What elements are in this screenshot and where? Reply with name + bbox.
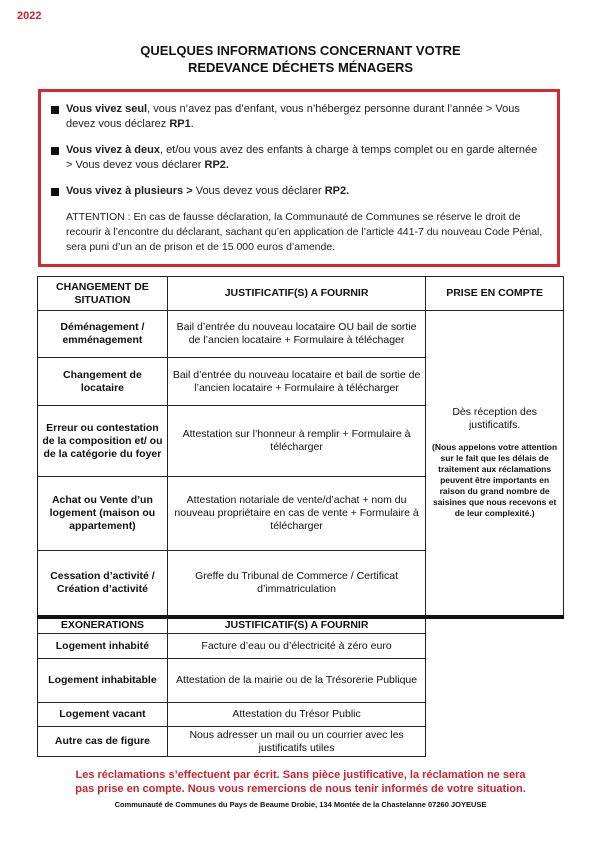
header-justificatifs: JUSTIFICATIF(S) A FOURNIR bbox=[167, 277, 425, 311]
row-situation: Achat ou Vente d’un logement (maison ou appartement) bbox=[38, 477, 168, 551]
row-justificatifs: Attestation notariale de vente/d’achat + nom du nouveau propriétaire en cas de vente + Formulaire à télécharger bbox=[167, 477, 425, 551]
exo-justificatifs: Nous adresser un mail ou un courrier avec les justificatifs utiles bbox=[167, 727, 425, 757]
situation-table bbox=[37, 276, 564, 757]
exo-situation: Logement vacant bbox=[38, 703, 168, 727]
exonerations-header-row bbox=[38, 617, 564, 634]
info-item-3-text: Vous devez vous déclarer bbox=[192, 185, 325, 197]
row-situation: Erreur ou contestation de la composition et/ ou de la catégorie du foyer bbox=[38, 406, 168, 477]
info-item-1-bold: Vous vivez seul bbox=[66, 103, 148, 115]
exo-justificatifs: Attestation de la mairie ou de la Trésorerie Publique bbox=[167, 659, 425, 703]
info-item-3-bold: Vous vivez à plusieurs > bbox=[66, 185, 193, 197]
info-box bbox=[38, 89, 560, 267]
footer-notice-line-2: pas prise en compte. Nous vous remercions de nous tenir informés de votre situation. bbox=[75, 783, 526, 795]
exo-justificatifs: Facture d’eau ou d’électricité à zéro euro bbox=[167, 634, 425, 659]
table-row bbox=[38, 311, 564, 358]
info-item-2-bold: Vous vivez à deux bbox=[66, 144, 160, 156]
info-item-deux bbox=[51, 143, 543, 173]
header-prise: PRISE EN COMPTE bbox=[426, 277, 564, 311]
square-bullet-icon bbox=[51, 147, 59, 155]
exo-justificatifs: Attestation du Trésor Public bbox=[167, 703, 425, 727]
square-bullet-icon bbox=[51, 188, 59, 196]
info-item-seul bbox=[51, 102, 543, 132]
exo-situation: Logement inhabitable bbox=[38, 659, 168, 703]
row-justificatifs: Greffe du Tribunal de Commerce / Certificat d’immatriculation bbox=[167, 551, 425, 617]
row-situation: Changement de locataire bbox=[38, 358, 168, 406]
info-item-3-code: RP2. bbox=[324, 185, 350, 197]
exo-situation: Logement inhabité bbox=[38, 634, 168, 659]
prise-en-compte-cell bbox=[426, 311, 564, 617]
title-line-1: QUELQUES INFORMATIONS CONCERNANT VOTRE bbox=[140, 43, 461, 58]
header-exo-justificatifs: JUSTIFICATIF(S) A FOURNIR bbox=[167, 617, 425, 634]
page-title bbox=[0, 42, 601, 76]
table-header-row bbox=[38, 277, 564, 311]
row-situation: Cessation d’activité / Création d’activité bbox=[38, 551, 168, 617]
info-item-2-text: , et/ou vous avez des enfants à charge à temps complet ou en garde alternée > Vous devez vous déclarer bbox=[66, 144, 538, 171]
row-justificatifs: Attestation sur l’honneur à remplir + Formulaire à télécharger bbox=[167, 406, 425, 477]
info-item-1-end: . bbox=[190, 118, 194, 130]
prise-main-text: Dès réception des justificatifs. bbox=[452, 406, 537, 432]
row-situation: Déménagement / emménagement bbox=[38, 311, 168, 358]
header-situation: CHANGEMENT DE SITUATION bbox=[38, 277, 168, 311]
info-item-1-text: , vous n’avez pas d’enfant, vous n’hébergez personne durant l’année > Vous devez vous déclarez bbox=[66, 103, 520, 130]
footer-address: Communauté de Communes du Pays de Beaume Drobie, 134 Montée de la Chastelanne 07260 JOYEUSE bbox=[114, 800, 487, 809]
info-item-2-code: RP2. bbox=[204, 159, 229, 171]
footer-notice bbox=[0, 768, 601, 796]
info-item-plusieurs bbox=[51, 184, 543, 199]
exo-situation: Autre cas de figure bbox=[38, 727, 168, 757]
prise-note-text: (Nous appelons votre attention sur le fait que les délais de traitement aux réclamations peuvent être importants en raison du grand nombre de saisines que nous recevons et de leur complexité.) bbox=[432, 442, 558, 519]
footer-notice-line-1: Les réclamations s’effectuent par écrit. Sans pièce justificative, la réclamation ne sera bbox=[75, 769, 526, 781]
row-justificatifs: Bail d’entrée du nouveau locataire OU bail de sortie de l’ancien locataire + Formulaire à téléchager bbox=[167, 311, 425, 358]
row-justificatifs: Bail d’entrée du nouveau locataire et bail de sortie de l’ancien locataire + Formulaire à télécharger bbox=[167, 358, 425, 406]
square-bullet-icon bbox=[51, 106, 59, 114]
document-year: 2022 bbox=[17, 10, 42, 22]
header-exonerations: EXONERATIONS bbox=[38, 617, 168, 634]
title-line-2: REDEVANCE DÉCHETS MÉNAGERS bbox=[187, 60, 414, 75]
empty-cell bbox=[426, 617, 564, 757]
info-item-1-code: RP1 bbox=[169, 118, 191, 130]
attention-notice: ATTENTION : En cas de fausse déclaration, la Communauté de Communes se réserve le droit de recourir à l’encontre du déclarant, sachant qu’en application de l’article 441-7 du nouveau Code Pénal, sera puni d’un an de prison et de 15 000 euros d’amende. bbox=[66, 211, 543, 253]
